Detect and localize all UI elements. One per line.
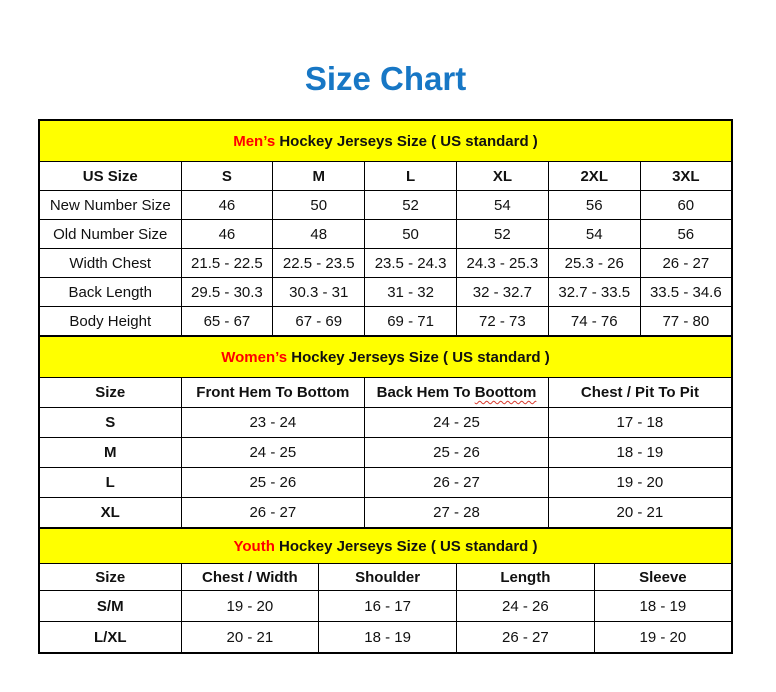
cell-value: 33.5 - 34.6 <box>640 278 732 307</box>
cell-value: 54 <box>548 220 640 249</box>
cell-value: 26 - 27 <box>365 468 549 498</box>
table-row <box>39 220 732 249</box>
mens-section-heading <box>39 120 732 162</box>
cell-value: 52 <box>365 191 457 220</box>
section-heading-rest: Hockey Jerseys Size ( US standard ) <box>274 537 538 555</box>
column-header: 2XL <box>548 162 640 191</box>
table-row <box>39 278 732 307</box>
column-header: Length <box>457 564 595 591</box>
cell-value: 56 <box>640 220 732 249</box>
cell-value: 24 - 25 <box>365 408 549 438</box>
row-label: New Number Size <box>39 191 181 220</box>
table-row <box>39 498 732 529</box>
cell-value: 27 - 28 <box>365 498 549 529</box>
cell-value: 23.5 - 24.3 <box>365 249 457 278</box>
table-row <box>39 249 732 278</box>
table-row <box>39 408 732 438</box>
cell-value: 18 - 19 <box>594 591 732 622</box>
cell-value: 30.3 - 31 <box>273 278 365 307</box>
row-label: Width Chest <box>39 249 181 278</box>
column-header: US Size <box>39 162 181 191</box>
table-row <box>39 307 732 337</box>
column-header: Sleeve <box>594 564 732 591</box>
cell-value: 77 - 80 <box>640 307 732 337</box>
womens-size-table <box>38 335 733 529</box>
column-header: 3XL <box>640 162 732 191</box>
column-header: M <box>273 162 365 191</box>
table-row <box>39 622 732 654</box>
cell-value: 21.5 - 22.5 <box>181 249 273 278</box>
cell-value: 46 <box>181 220 273 249</box>
misspelled-word: Boottom <box>474 384 537 401</box>
row-label: Body Height <box>39 307 181 337</box>
cell-value: 26 - 27 <box>640 249 732 278</box>
cell-value: 32 - 32.7 <box>456 278 548 307</box>
mens-column-header-row <box>39 162 732 191</box>
cell-value: 24.3 - 25.3 <box>456 249 548 278</box>
cell-value: 52 <box>456 220 548 249</box>
column-header: Chest / Width <box>181 564 319 591</box>
youth-size-table <box>38 527 733 654</box>
cell-value: 65 - 67 <box>181 307 273 337</box>
cell-value: 17 - 18 <box>548 408 732 438</box>
womens-column-header-row <box>39 378 732 408</box>
cell-value: 19 - 20 <box>181 591 319 622</box>
column-header: Size <box>39 378 181 408</box>
cell-value: 25.3 - 26 <box>548 249 640 278</box>
cell-value: 19 - 20 <box>594 622 732 654</box>
row-label: M <box>39 438 181 468</box>
table-row <box>39 191 732 220</box>
youth-column-header-row <box>39 564 732 591</box>
cell-value: 20 - 21 <box>548 498 732 529</box>
row-label: S/M <box>39 591 181 622</box>
column-header: L <box>365 162 457 191</box>
column-header: Front Hem To Bottom <box>181 378 365 408</box>
table-row <box>39 591 732 622</box>
cell-value: 50 <box>273 191 365 220</box>
section-heading-highlight: Youth <box>233 537 275 555</box>
column-header: Chest / Pit To Pit <box>548 378 732 408</box>
table-row <box>39 438 732 468</box>
column-header: S <box>181 162 273 191</box>
cell-value: 25 - 26 <box>181 468 365 498</box>
cell-value: 16 - 17 <box>319 591 457 622</box>
womens-section-heading <box>39 336 732 378</box>
cell-value: 26 - 27 <box>457 622 595 654</box>
cell-value: 22.5 - 23.5 <box>273 249 365 278</box>
cell-value: 18 - 19 <box>548 438 732 468</box>
cell-value: 20 - 21 <box>181 622 319 654</box>
womens-heading-row <box>39 336 732 378</box>
cell-value: 32.7 - 33.5 <box>548 278 640 307</box>
row-label: L <box>39 468 181 498</box>
cell-value: 26 - 27 <box>181 498 365 529</box>
mens-heading-row <box>39 120 732 162</box>
cell-value: 24 - 25 <box>181 438 365 468</box>
column-header: XL <box>456 162 548 191</box>
row-label: S <box>39 408 181 438</box>
section-heading-highlight: Women’s <box>221 348 288 366</box>
cell-value: 46 <box>181 191 273 220</box>
section-heading-highlight: Men’s <box>233 132 276 150</box>
column-header: Shoulder <box>319 564 457 591</box>
cell-value: 56 <box>548 191 640 220</box>
youth-heading-row <box>39 528 732 564</box>
cell-value: 29.5 - 30.3 <box>181 278 273 307</box>
row-label: L/XL <box>39 622 181 654</box>
cell-value: 18 - 19 <box>319 622 457 654</box>
cell-value: 24 - 26 <box>457 591 595 622</box>
cell-value: 25 - 26 <box>365 438 549 468</box>
cell-value: 19 - 20 <box>548 468 732 498</box>
cell-value: 48 <box>273 220 365 249</box>
section-heading-rest: Hockey Jerseys Size ( US standard ) <box>287 348 550 366</box>
page-title: Size Chart <box>304 60 467 97</box>
youth-section-heading <box>39 528 732 564</box>
cell-value: 74 - 76 <box>548 307 640 337</box>
size-tables <box>38 119 733 654</box>
mens-size-table <box>38 119 733 337</box>
column-header: Back Hem To Boottom <box>365 378 549 408</box>
cell-value: 23 - 24 <box>181 408 365 438</box>
cell-value: 50 <box>365 220 457 249</box>
cell-value: 54 <box>456 191 548 220</box>
table-row <box>39 468 732 498</box>
row-label: Old Number Size <box>39 220 181 249</box>
cell-value: 60 <box>640 191 732 220</box>
row-label: XL <box>39 498 181 529</box>
cell-value: 67 - 69 <box>273 307 365 337</box>
section-heading-rest: Hockey Jerseys Size ( US standard ) <box>275 132 538 150</box>
column-header: Size <box>39 564 181 591</box>
cell-value: 31 - 32 <box>365 278 457 307</box>
cell-value: 72 - 73 <box>456 307 548 337</box>
cell-value: 69 - 71 <box>365 307 457 337</box>
row-label: Back Length <box>39 278 181 307</box>
